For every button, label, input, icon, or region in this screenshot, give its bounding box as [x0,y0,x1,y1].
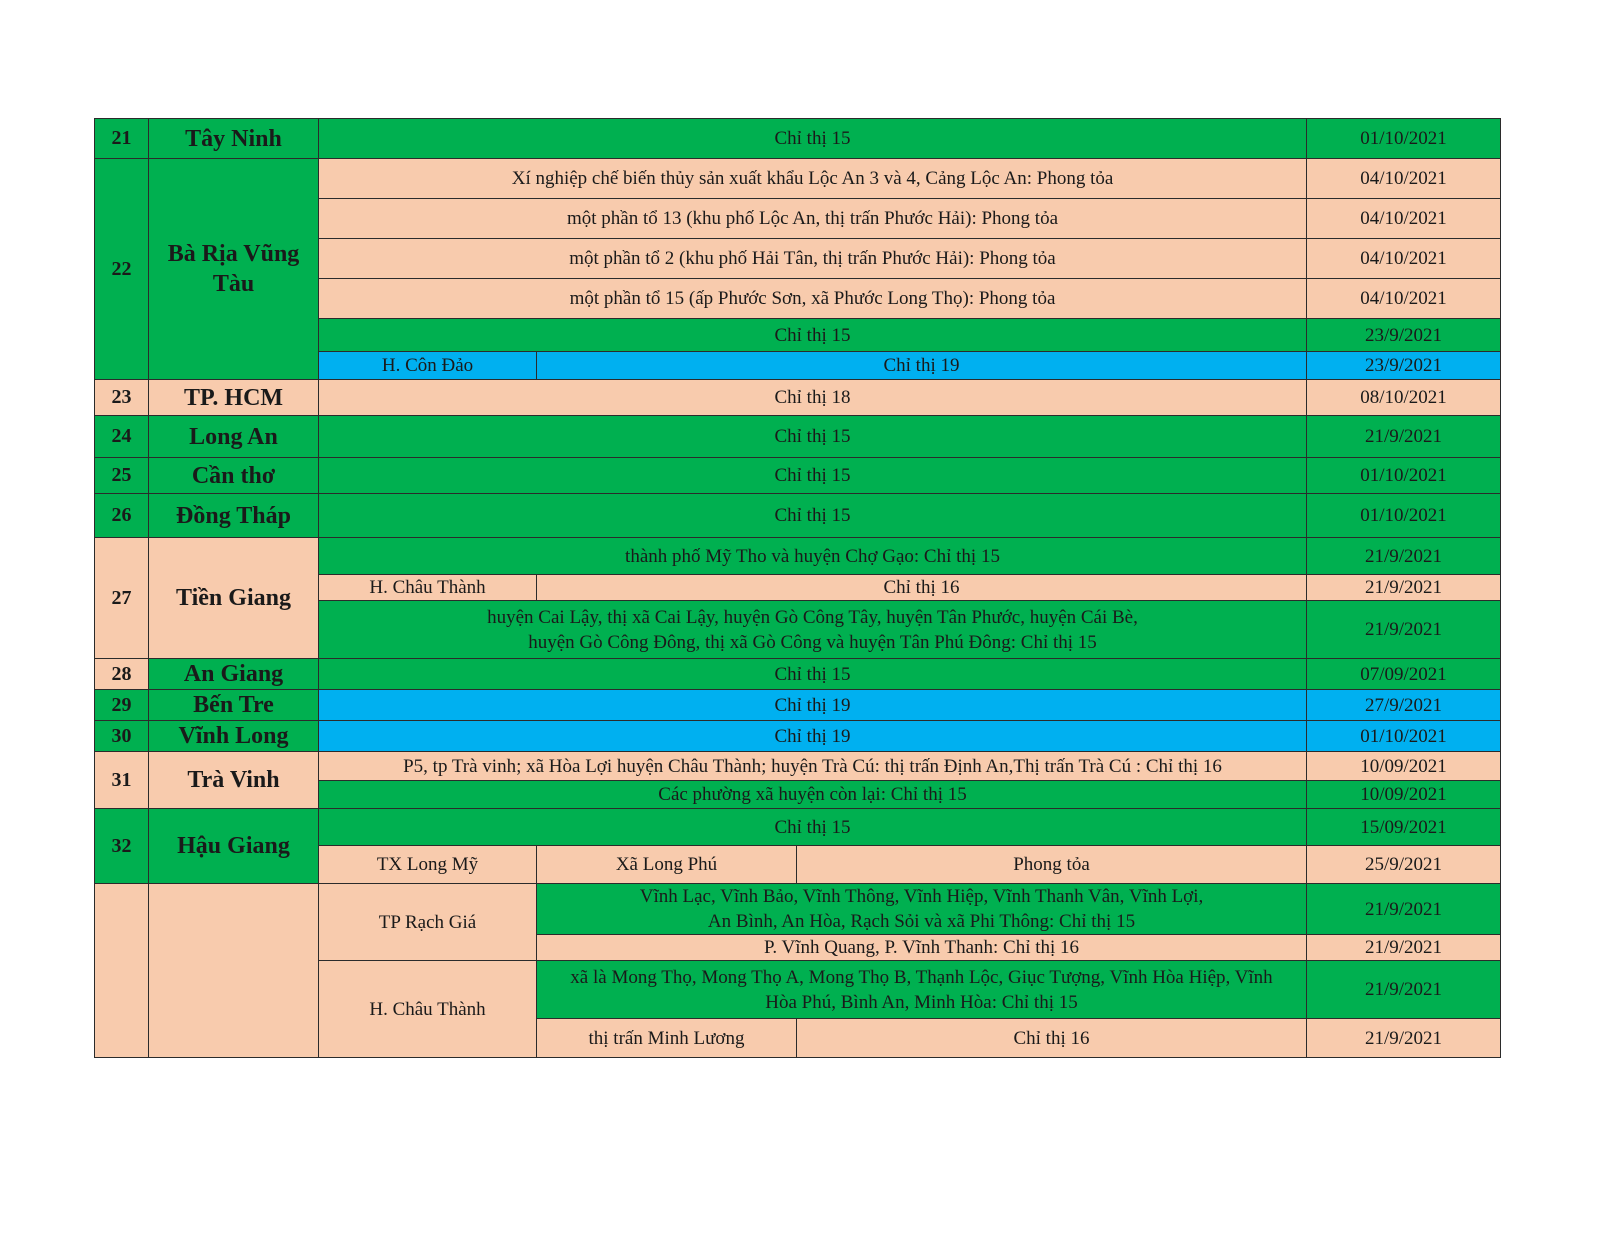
province-name: Long An [149,416,319,458]
date-cell: 21/9/2021 [1307,961,1501,1019]
date-cell: 08/10/2021 [1307,380,1501,416]
area-cell: H. Châu Thành [319,575,537,601]
province-name: Trà Vinh [149,752,319,809]
row-number: 28 [95,659,149,690]
measure-line-2: huyện Gò Công Đông, thị xã Gò Công và huyện Tân Phú Đông: Chỉ thị 15 [528,631,1097,653]
table-row [95,119,1501,159]
date-cell: 01/10/2021 [1307,721,1501,752]
table-row [95,458,1501,494]
table-row [95,690,1501,721]
table-row [95,721,1501,752]
province-name [149,884,319,1058]
measure-text: Chỉ thị 15 [319,494,1307,538]
date-cell: 21/9/2021 [1307,601,1501,659]
table-row [95,416,1501,458]
lockdown-table [94,118,1501,1058]
row-number: 21 [95,119,149,159]
measure-text: Chỉ thị 15 [319,319,1307,352]
date-cell: 21/9/2021 [1307,1019,1501,1058]
table-row [95,884,1501,935]
measure-line-1: xã là Mong Thọ, Mong Thọ A, Mong Thọ B, Thạnh Lộc, Giục Tượng, Vĩnh Hòa Hiệp, Vĩnh [570,966,1273,988]
table-row [95,752,1501,781]
measure-text: Chỉ thị 19 [537,352,1307,380]
date-cell: 21/9/2021 [1307,538,1501,575]
measure-line-2: An Bình, An Hòa, Rạch Sỏi và xã Phi Thông: Chỉ thị 15 [707,911,1136,932]
measure-text [537,961,1307,1019]
area-cell: H. Côn Đảo [319,352,537,380]
province-name: Tây Ninh [149,119,319,159]
row-number [95,884,149,1058]
measure-text: một phần tổ 13 (khu phố Lộc An, thị trấn Phước Hải): Phong tỏa [319,199,1307,239]
measure-text: một phần tổ 15 (ấp Phước Sơn, xã Phước Long Thọ): Phong tỏa [319,279,1307,319]
province-name: TP. HCM [149,380,319,416]
date-cell: 21/9/2021 [1307,884,1501,935]
measure-text: thành phố Mỹ Tho và huyện Chợ Gạo: Chỉ thị 15 [319,538,1307,575]
area-cell: TX Long Mỹ [319,846,537,884]
row-number: 23 [95,380,149,416]
measure-line-2: Hòa Phú, Bình An, Minh Hòa: Chỉ thị 15 [765,991,1078,1013]
subarea-cell: Xã Long Phú [537,846,797,884]
measure-text [537,884,1307,935]
date-cell: 15/09/2021 [1307,809,1501,846]
measure-text: Chỉ thị 15 [319,119,1307,159]
table-row [95,159,1501,199]
date-cell: 04/10/2021 [1307,199,1501,239]
province-name: An Giang [149,659,319,690]
table-row [95,538,1501,575]
measure-text: Chỉ thị 18 [319,380,1307,416]
date-cell: 04/10/2021 [1307,239,1501,279]
measure-text: Các phường xã huyện còn lại: Chỉ thị 15 [319,781,1307,809]
row-number: 22 [95,159,149,380]
measure-text: Chỉ thị 19 [319,690,1307,721]
row-number: 27 [95,538,149,659]
date-cell: 27/9/2021 [1307,690,1501,721]
date-cell: 01/10/2021 [1307,458,1501,494]
measure-text: một phần tổ 2 (khu phố Hải Tân, thị trấn Phước Hải): Phong tỏa [319,239,1307,279]
measure-text: Chỉ thị 15 [319,659,1307,690]
date-cell: 10/09/2021 [1307,781,1501,809]
date-cell: 04/10/2021 [1307,159,1501,199]
date-cell: 25/9/2021 [1307,846,1501,884]
measure-text: Phong tỏa [797,846,1307,884]
measure-line-1: huyện Cai Lậy, thị xã Cai Lậy, huyện Gò Công Tây, huyện Tân Phước, huyện Cái Bè, [487,606,1138,628]
row-number: 25 [95,458,149,494]
date-cell: 21/9/2021 [1307,575,1501,601]
province-name: Bến Tre [149,690,319,721]
area-cell: H. Châu Thành [319,961,537,1058]
measure-text: Chỉ thị 15 [319,458,1307,494]
measure-text: P5, tp Trà vinh; xã Hòa Lợi huyện Châu Thành; huyện Trà Cú: thị trấn Định An,Thị trấn Trà Cú : Chỉ thị 16 [319,752,1307,781]
date-cell: 23/9/2021 [1307,352,1501,380]
subarea-cell: thị trấn Minh Lương [537,1019,797,1058]
measure-text: Xí nghiệp chế biến thủy sản xuất khẩu Lộc An 3 và 4, Cảng Lộc An: Phong tỏa [319,159,1307,199]
province-name: Cần thơ [149,458,319,494]
row-number: 26 [95,494,149,538]
date-cell: 07/09/2021 [1307,659,1501,690]
measure-text: Chỉ thị 16 [537,575,1307,601]
row-number: 31 [95,752,149,809]
province-name: Đồng Tháp [149,494,319,538]
table-row [95,809,1501,846]
row-number: 32 [95,809,149,884]
measure-text: Chỉ thị 15 [319,416,1307,458]
row-number: 29 [95,690,149,721]
measure-text [319,601,1307,659]
date-cell: 04/10/2021 [1307,279,1501,319]
date-cell: 01/10/2021 [1307,494,1501,538]
row-number: 24 [95,416,149,458]
date-cell: 01/10/2021 [1307,119,1501,159]
measure-text: Chỉ thị 19 [319,721,1307,752]
date-cell: 21/9/2021 [1307,416,1501,458]
province-name: Hậu Giang [149,809,319,884]
measure-text: Chỉ thị 16 [797,1019,1307,1058]
province-name: Bà Rịa Vũng Tàu [149,159,319,380]
province-name: Tiền Giang [149,538,319,659]
measure-line-1: Vĩnh Lạc, Vĩnh Bảo, Vĩnh Thông, Vĩnh Hiệp, Vĩnh Thanh Vân, Vĩnh Lợi, [639,886,1204,907]
area-cell: TP Rạch Giá [319,884,537,961]
province-name: Vĩnh Long [149,721,319,752]
table-row [95,380,1501,416]
date-cell: 10/09/2021 [1307,752,1501,781]
date-cell: 23/9/2021 [1307,319,1501,352]
table-row [95,659,1501,690]
measure-text: P. Vĩnh Quang, P. Vĩnh Thanh: Chỉ thị 16 [537,935,1307,961]
measure-text: Chỉ thị 15 [319,809,1307,846]
date-cell: 21/9/2021 [1307,935,1501,961]
row-number: 30 [95,721,149,752]
table-row [95,494,1501,538]
